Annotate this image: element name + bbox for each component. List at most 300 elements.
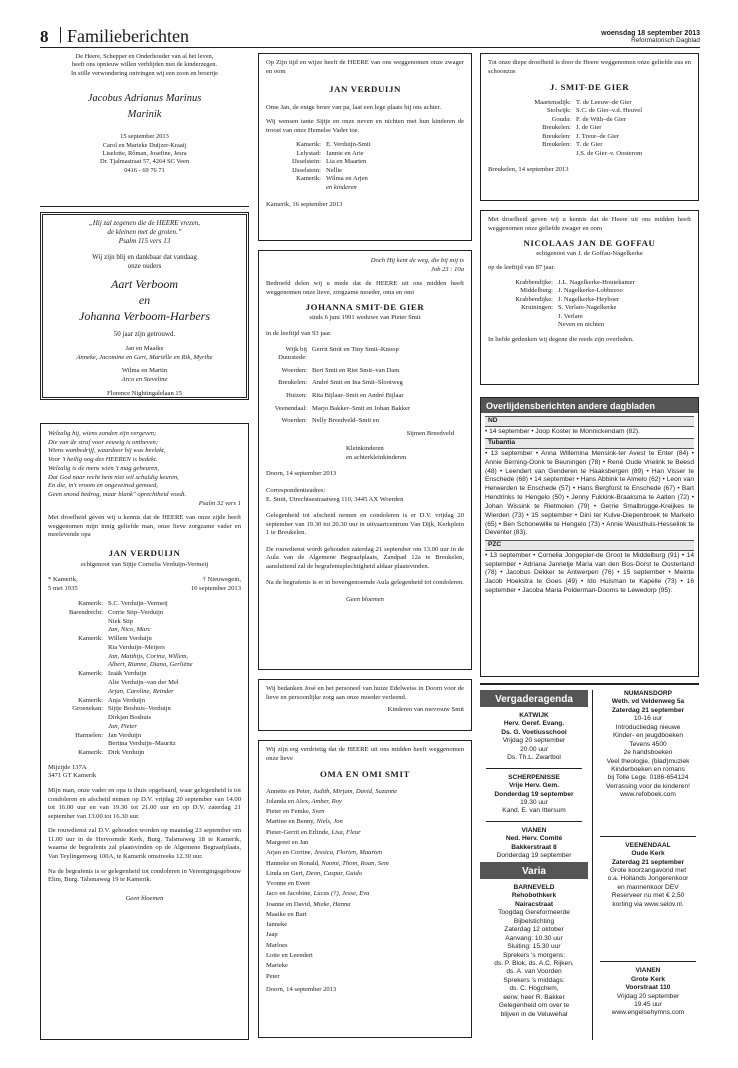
event-text: korting via www.selov.nl. <box>612 900 684 908</box>
child-name: Jacobus Adrianus Marinus <box>87 92 202 104</box>
event-date: Zaterdag 21 september <box>611 706 685 714</box>
family-member: S.C. de Gier–v.d. Heuvel <box>576 107 643 115</box>
text: Tot onze diepe droefheid is door de Heere weggenomen onze geliefde zus en schoonzus <box>488 59 691 75</box>
event-text: 20.00 uur <box>520 745 548 753</box>
date: 15 september 2013 <box>120 133 169 141</box>
event-place: VIANEN <box>635 967 661 975</box>
varia <box>480 862 588 1040</box>
paper-name: Reformatorisch Dagblad <box>631 37 700 44</box>
date-place: Breukelen, 14 september 2013 <box>488 166 569 174</box>
family-names <box>108 653 241 662</box>
address: Mijzijde 137A <box>48 763 87 771</box>
family-row <box>266 405 464 414</box>
family-place: Breukelen: <box>278 379 307 387</box>
date-place: Doorn, 14 september 2013 <box>266 470 337 478</box>
family-row <box>266 379 464 388</box>
text: en achterkleinkinderen <box>346 453 407 461</box>
event <box>480 712 588 763</box>
section-header: Overlijdensberichten andere dagbladen <box>481 398 698 413</box>
family-member: Ria Verduijn–Meijers <box>108 643 165 651</box>
grandchild-row <box>266 869 464 879</box>
family-list <box>48 600 241 758</box>
grandchild-row <box>266 930 464 940</box>
text: Wij zijn erg verdrietig dat de HEERE uit ons midden heeft weggenomen onze lieve <box>266 746 464 762</box>
family-names <box>108 600 241 609</box>
family-row <box>498 321 691 330</box>
text: Met droefheid geven wij u kennis dat de HEERE van onze zijde heeft weggenomen mijn innig geliefde man, onze lieve zorgzame vader en meelevende opa <box>48 514 241 539</box>
text: Wilma en Martin <box>121 367 168 375</box>
family-place: Gouda: <box>551 115 571 123</box>
quote: de kleinen met de groten.” <box>107 228 182 237</box>
divider <box>592 690 593 1040</box>
family-member: Lia en Maarten <box>326 158 367 166</box>
children: Amber, Roy <box>311 797 342 805</box>
anniversary-announcement <box>40 212 249 400</box>
event-venue: Ds. G. Voetiusschool <box>501 728 567 736</box>
age: op de leeftijd van 87 jaar. <box>488 264 556 272</box>
family-names <box>108 749 241 758</box>
family-member: T. de Leeuw–de Gier <box>576 98 632 106</box>
family-place: Huizen: <box>286 392 307 400</box>
text: Welzalig hij, wiens zonden zijn vergeven; <box>48 430 157 437</box>
family-member: Sijmen Breedveld <box>406 429 454 437</box>
family-member: Bert Smit en Riet Smit–van Dam <box>312 366 400 374</box>
name: OMA EN OMI SMIT <box>320 769 410 780</box>
event-text: Gelegenheid om over te <box>498 1002 570 1010</box>
parents: Peter <box>266 972 280 980</box>
meeting-agenda <box>480 690 588 860</box>
parents: Martine en Benny, <box>266 818 317 826</box>
obituary-list: • 13 september • Anna Willemina Mensink-ter Avest te Enter (84) • Annie Berning-Oonk te Beuningen (78) • René Oude Vrielink te Beesd (48) • Leendert van Genderen te Haaksbergen (89) • Han Visser te Enschede (68) • 14 september • Hans Abbink te Almelo (62) • Leon van Herwerden te Enschede (57) • Hans Bergforst te Enschede (67) • Bart Hendrinks te Hengelo (50) • Jenny Fukkink-Braaksma te Aalten (72) • Johan Wissink te Rietmolen (79) • Gerrie Smalbrugge-Kreijkes te Wierden (73) • 15 september • Dini ter Kulve-Diepenbroek te Markelo (65) • Ben Schonewille te Hengelo (73) • Annie Weusthuis-Hesselink te Deventer (83). <box>485 449 694 537</box>
family-names <box>108 697 241 706</box>
section-header: Varia <box>480 862 588 879</box>
grandchild-row <box>266 838 464 848</box>
name: NICOLAAS JAN DE GOFFAU <box>523 238 656 249</box>
event-text: 19.45 uur <box>634 1000 662 1008</box>
grandchild-row <box>266 848 464 858</box>
parents: Marloes <box>266 941 288 949</box>
family-names <box>108 688 241 697</box>
children: Mieke, Hanna <box>313 900 351 908</box>
family-list <box>266 141 464 192</box>
family-row <box>48 661 241 670</box>
event-text: 10-16 uur <box>633 715 663 723</box>
text: Mijn man, onze vader en opa is thuis opgebaard, waar gelegenheid is tot condoleren en afscheid nemen op D.V. vrijdag 20 september van 14.00 tot 16.00 uur en van 19.30 tot 21.00 uur en op D.V. zaterdag 21 september van 13.00 tot 16.30 uur. <box>48 787 241 820</box>
event-place: NUMANSDORP <box>624 690 672 697</box>
family-place: Kamerik: <box>78 670 103 678</box>
children: Jessica, Florien, Maarten <box>313 849 383 857</box>
family-row <box>516 116 691 125</box>
grandchild-row <box>266 879 464 889</box>
quote-ref: Psalm 115 vers 13 <box>118 237 171 246</box>
family-member: Anja Verduijn <box>108 696 146 704</box>
text: Wiens wanbedrijf, waardoor hij was bevlekt, <box>48 447 166 455</box>
family-names <box>108 732 241 750</box>
event-text: eerw. heer R. Bakker <box>503 993 565 1001</box>
event-text: ds. A. van Voorden <box>506 968 562 976</box>
family-place: Stolwijk: <box>546 107 571 115</box>
name: Aart Verboom <box>111 277 178 292</box>
family-row <box>266 184 464 193</box>
family-member: Jan, Pieter <box>108 722 137 730</box>
event-venue: Weth. vd Veldenweg 5a <box>611 698 685 706</box>
quote-ref: Job 23 : 10a <box>430 265 464 273</box>
text: Wij wensen tante Sijtje en onze neven en nichten met hun kinderen de troost van onze Hemelse Vader toe. <box>266 118 464 134</box>
family-member: T. de Gier <box>576 141 603 149</box>
family-names <box>108 609 241 627</box>
family-member: Dirkjan Boshuis <box>108 714 152 722</box>
family-row <box>266 150 464 159</box>
page-number: 8 <box>40 27 49 46</box>
subtitle: echtgenoot van Sijtje Cornelia Verduijn-Vermeij <box>80 561 209 569</box>
parents: Marieke <box>266 962 288 970</box>
family-member: Nellie <box>326 166 343 174</box>
event-date: Donderdag 19 september <box>494 790 574 798</box>
text: De rouwdienst wordt gehouden zaterdag 21 september om 13.00 uur in de Aula van de Algemene Begraafplaats, Zandpad 12a te Breukelen, aansluitend zal de begrafenisplechtigheid aldaar plaatsvinden. <box>266 545 464 570</box>
obituary-oma-smit <box>258 740 472 1038</box>
family-place: IJsselstein: <box>292 166 321 174</box>
family-place <box>48 653 108 662</box>
family-place: Kamerik: <box>78 600 103 608</box>
parents: Linda en Gert, <box>266 869 306 877</box>
event-lines <box>480 909 588 1019</box>
family-place: Groenekan: <box>72 705 103 713</box>
text: en <box>138 293 151 308</box>
family-place: Breukelen: <box>542 141 571 149</box>
event-text: o.a. Hollands Jongerenkoor <box>607 875 689 883</box>
age: in de leeftijd van 93 jaar. <box>266 330 332 338</box>
event-text: Grote koorzangavond met <box>609 867 687 874</box>
birth-date: 5 mei 1935 <box>48 584 78 592</box>
grandchild-row <box>266 910 464 920</box>
family-row <box>266 346 464 363</box>
newspaper-label: ND <box>485 416 694 427</box>
psalm-quote <box>48 430 241 508</box>
event-text: Sprekers 's morgens: <box>502 951 566 959</box>
family-member: J.S. de Gier–v. Oosterom <box>576 149 643 157</box>
no-flowers: Geen bloemen <box>346 596 384 604</box>
grandchild-row <box>266 889 464 899</box>
family-row <box>498 287 691 296</box>
event-lines <box>596 993 700 1018</box>
events-right <box>596 690 700 1040</box>
family-row <box>48 670 241 688</box>
family-row <box>266 167 464 176</box>
family-names <box>108 705 241 723</box>
family-place <box>516 150 576 159</box>
family-member: E. Verduijn-Smit <box>326 141 371 149</box>
event-text: www.refoboek.com <box>620 791 676 799</box>
family-member: Jan, Matthijs, Corina, Willem, <box>108 652 189 660</box>
family-row <box>498 313 691 322</box>
grandchild-row <box>266 807 464 817</box>
event-venue: Bakkerstraat 8 <box>511 843 557 851</box>
event-place: VEENENDAAL <box>625 841 671 849</box>
event-text: Zaterdag 12 oktober <box>504 926 564 934</box>
event-lines <box>596 715 700 799</box>
event-text: Vrijdag 20 september <box>616 992 680 1000</box>
text: De rouwdienst zal D.V. gehouden worden op maandag 23 september om 11.00 uur in de Hervormde Kerk, Burg. Talsmaweg 18 te Kamerik, waarna de begrafenis zal plaatsvinden op de Algemene Begraafplaats, Van Teylingenweg 100A, te Kamerik omstreeks 12.30 uur. <box>48 827 241 860</box>
family-row <box>266 392 464 401</box>
event-text: Sluiting: 15.30 uur <box>507 943 561 951</box>
quote-ref: Psalm 32 vers 1 <box>198 499 241 507</box>
family-list <box>488 279 691 330</box>
text: Correspondentieadres: <box>266 486 326 494</box>
family-member: Albert, Rianne, Diana, Gerliëne <box>108 661 193 669</box>
family-member: Sijtje Boshuis–Verduijn <box>108 705 171 713</box>
family-member: J.L. Nagelkerke-Houtekamer <box>558 278 635 286</box>
text: Geen snood bedrog, maar blank" oprechtheid voedt. <box>48 490 187 498</box>
parents: Pieter en Femke, <box>266 808 313 816</box>
event-text: Veel theologie, (blad)muziek <box>606 757 690 765</box>
death-date: 16 september 2013 <box>190 584 241 592</box>
family-member: J. Nagelkerke-Lobbezoo <box>558 287 623 295</box>
children: Lisa, Fleur <box>331 828 361 836</box>
event-place: SCHERPENISSE <box>508 773 560 781</box>
address: E. Smit, Utrechtsestraatweg 110, 3445 AX Woerden <box>266 495 404 503</box>
quote: „Hij zal zegenen die de HEERE vrezen, <box>88 219 201 227</box>
family-names <box>108 670 241 688</box>
text: Jan en Maaike <box>125 345 164 353</box>
text: In stille verwondering ontvingen wij een zoon en broertje <box>71 69 218 77</box>
family-member: J. Treur–de Gier <box>576 132 620 140</box>
other-newspapers-obituaries <box>480 397 699 677</box>
family-list <box>488 99 691 159</box>
family-place: Lelystad: <box>296 149 321 157</box>
family-place <box>48 688 108 697</box>
family-member: en kinderen <box>326 184 357 192</box>
family-place: Breukelen: <box>542 132 571 140</box>
family-member: Arjan, Caroline, Reinder <box>108 687 174 695</box>
event-text: Vrijdag 20 september <box>502 737 566 745</box>
children: Naomi, Thom, Roan, Sem <box>321 859 389 867</box>
text: De Heere, Schepper en Onderhouder van al het leven, <box>75 53 214 60</box>
death-place: † Nieuwegein, <box>202 576 241 583</box>
family-member: André Smit en Ina Smit–Slootweg <box>312 379 403 387</box>
obituary-list: • 14 september • Joop Koster te Monnickendam (82). <box>485 427 640 435</box>
text: Wij zijn blij en dankbaar dat vandaag <box>92 253 197 262</box>
family-place: Kamerik: <box>296 175 321 183</box>
grandchildren-list <box>266 787 464 982</box>
event-text: Sprekers 's middags: <box>503 976 565 984</box>
grandchild-row <box>266 941 464 951</box>
section-title: Familieberichten <box>67 26 189 46</box>
parents: Janneke <box>266 921 288 929</box>
event-text: Bijbelstichting <box>513 917 555 925</box>
grandchild-row <box>266 972 464 982</box>
text: heeft ons opnieuw willen verblijden met de kinderzegen. <box>71 61 218 69</box>
section-header: Vergaderagenda <box>480 690 588 707</box>
subtitle: echtgenoot van J. de Goffau-Nagelkerke <box>536 249 643 257</box>
text: onze ouders <box>127 262 162 271</box>
divider <box>486 768 582 769</box>
name: JOHANNA SMIT-DE GIER <box>305 302 425 313</box>
text: En die, in't vroom en ongeveinsd gemoed, <box>48 482 158 490</box>
family-place <box>498 321 558 330</box>
grandchild-row <box>266 828 464 838</box>
event-text: Ds. Th.L. Zwartbol <box>507 754 561 762</box>
grandchild-row <box>266 797 464 807</box>
children: Lucas (†), Jesse, Eva <box>313 890 370 898</box>
page-header <box>40 24 700 48</box>
family-place: Kruiningen: <box>521 304 553 312</box>
text: Na de begrafenis is er gelegenheid tot condoleren in Verenigingsgebouw Elim, Burg. Talsmaweg 19 te Kamerik. <box>48 867 241 884</box>
family-member: J. de Gier <box>576 124 602 132</box>
family-row <box>516 107 691 116</box>
birth-place: * Kamerik, <box>48 576 78 583</box>
event-date: Zaterdag 21 september <box>611 858 685 866</box>
event-venue: Vrije Herv. Gem. <box>508 782 560 790</box>
family-member: Wilma en Arjen <box>326 175 368 183</box>
family-row <box>48 697 241 706</box>
event-text: Kinderboeken en romans <box>611 765 685 773</box>
grandchild-row <box>266 859 464 869</box>
family-member: Jan Verduijn <box>108 731 142 739</box>
children: Niels, Jon <box>316 818 343 826</box>
parents: Maaike en Bart <box>266 910 307 918</box>
parents: Margreet en Jan <box>266 838 309 846</box>
name: J. SMIT-DE GIER <box>549 82 630 93</box>
event <box>596 690 700 800</box>
family-row <box>266 141 464 150</box>
family-row <box>516 124 691 133</box>
address <box>49 398 240 400</box>
parents: Joanne en David, <box>266 900 314 908</box>
family-row <box>48 705 241 723</box>
text: Liselotte, Rôman, Josefine, Jesra <box>102 149 187 157</box>
family-member: J. Verlare <box>558 312 583 320</box>
parents: Yvonne en Evert <box>266 880 311 888</box>
text: Wij bedanken José en het personeel van huize Edelweiss in Doorn voor de lieve en persoonlijke zorg aan onze moeder verleend. <box>266 685 464 701</box>
event-place: VIANEN <box>521 826 547 834</box>
family-row <box>48 600 241 609</box>
subtitle: sinds 6 juni 1991 weduwe van Pieter Smit <box>309 313 421 321</box>
parents: Lotte en Leendert <box>266 952 313 960</box>
children: Judith, Mirjam, David, Suzanne <box>312 787 398 795</box>
newspaper-label: Tubantia <box>485 438 694 449</box>
text: Dat God naar recht hem niet wil schuldig keuren, <box>48 473 179 481</box>
family-row <box>266 175 464 184</box>
family-place: Harmelen: <box>75 731 103 739</box>
event-venue: Ned. Herv. Comité <box>505 835 563 843</box>
text: Welzalig is de mens wien 't mag gebeuren, <box>48 464 160 472</box>
family-row <box>266 158 464 167</box>
issue-date: woensdag 18 september 2013 <box>601 30 700 37</box>
family-member: Rita Bijlaar–Smit en André Bijlaar <box>312 392 404 400</box>
family-row <box>48 723 241 732</box>
family-member: Alie Verduijn–van der Mel <box>108 679 179 687</box>
family-place: IJsselstein: <box>292 158 321 166</box>
family-member: Gerrit Smit en Tiny Smit–Knoop <box>312 345 399 353</box>
children: Deon, Caspar, Guido <box>305 869 362 877</box>
obituary-johanna-smit <box>258 250 472 670</box>
event-venue: Oude Kerk <box>631 850 665 858</box>
family-place: Veenendaal: <box>274 404 307 412</box>
family-member: Willem Verduijn <box>108 635 152 643</box>
years: 50 jaar zijn getrouwd. <box>113 330 176 339</box>
name: JAN VERDUIJN <box>329 84 401 95</box>
children: Sven <box>312 808 325 816</box>
grandchild-row <box>266 920 464 930</box>
text: In liefde gedenken wij degene die reeds zijn overleden. <box>488 336 634 344</box>
event <box>480 827 588 860</box>
grandchild-row <box>266 961 464 971</box>
family-row <box>48 635 241 653</box>
family-row <box>266 367 464 376</box>
family-place: Kamerik: <box>78 749 103 757</box>
family-row <box>48 732 241 750</box>
header-divider <box>60 27 61 43</box>
family-member: S.C. Verduijn–Vermeij <box>108 600 168 608</box>
child-nickname: Marinik <box>127 108 162 120</box>
parents: Pieter-Gerrit en Erlinde, <box>266 828 332 836</box>
text: Na de begrafenis is er in bovengenoemde Aula gelegenheid tot condoleren. <box>266 579 464 587</box>
obituary-nicolaas-de-goffau <box>480 210 699 385</box>
family-row <box>48 626 241 635</box>
family-place <box>266 184 326 193</box>
event-text: blijven in de Veluwehal <box>500 1010 568 1018</box>
family-place: Kamerik: <box>78 635 103 643</box>
family-row <box>516 99 691 108</box>
family-names <box>108 661 241 670</box>
parents: Jolanda en Alex, <box>266 797 312 805</box>
family-row <box>266 417 464 426</box>
text: Arco en Steveline <box>121 376 168 384</box>
family-member: S. Verlare-Nagelkerke <box>558 304 617 312</box>
event-text: Donderdag 19 september <box>496 852 572 860</box>
family-row <box>266 430 464 439</box>
date-place: Doorn, 14 september 2013 <box>266 985 337 993</box>
family-place: Barendrecht: <box>68 608 103 616</box>
text: Op Zijn tijd en wijze heeft de HEERE van ons weggenomen onze zwager en oom <box>266 59 464 75</box>
event <box>480 774 588 816</box>
event-lines <box>596 867 700 909</box>
family-place: Krabbendijke: <box>515 295 553 303</box>
event-text: bij Tolle Lege. 0186-654124 <box>607 774 689 782</box>
address: Florence Nightingalelaan 15 <box>106 389 183 397</box>
divider <box>480 683 699 685</box>
event-text: 19.30 uur <box>520 798 548 806</box>
event <box>596 842 700 910</box>
family-member: Jan, Nico, Marc <box>108 626 151 634</box>
text: Anneke, Jacomine en Gert, Mariëlle en Rik, Myrthe <box>76 353 213 361</box>
address: 3471 GT Kamerik <box>48 772 97 780</box>
family-place <box>48 723 108 732</box>
family-names <box>108 626 241 635</box>
family-place: Kamerik: <box>296 141 321 149</box>
obituary-j-smit-de-gier <box>480 53 699 201</box>
event-venue: Nairacstraat <box>514 900 554 908</box>
family-row <box>498 296 691 305</box>
family-member: Niek Stip <box>108 617 134 625</box>
family-place: Kamerik: <box>78 696 103 704</box>
family-row <box>48 609 241 627</box>
family-place: Woerden: <box>281 366 307 374</box>
text: Carol en Marieke Duijzer-Kraaij <box>102 141 187 149</box>
event-text: ds. C. Hogchem, <box>509 985 559 993</box>
family-place <box>48 626 108 635</box>
family-place <box>498 313 558 322</box>
event-text: Introductiedag nieuwe <box>615 723 681 731</box>
signature: Kinderen van mevrouw Smit <box>387 706 464 714</box>
text: Bedroefd delen wij u mede dat de HEERE uit ons midden heeft weggenomen onze lieve, zorgzame moeder, oma en omi <box>266 280 464 296</box>
event-text: Tevens 4500 <box>629 740 667 748</box>
family-member: F. de With–de Gier <box>576 115 626 123</box>
address: Dr. Tjalmastraat 57, 4264 SC Veen <box>99 158 190 166</box>
family-row <box>498 304 691 313</box>
family-row <box>516 141 691 150</box>
family-member: J. Nagelkerke-Heyboer <box>558 295 620 303</box>
